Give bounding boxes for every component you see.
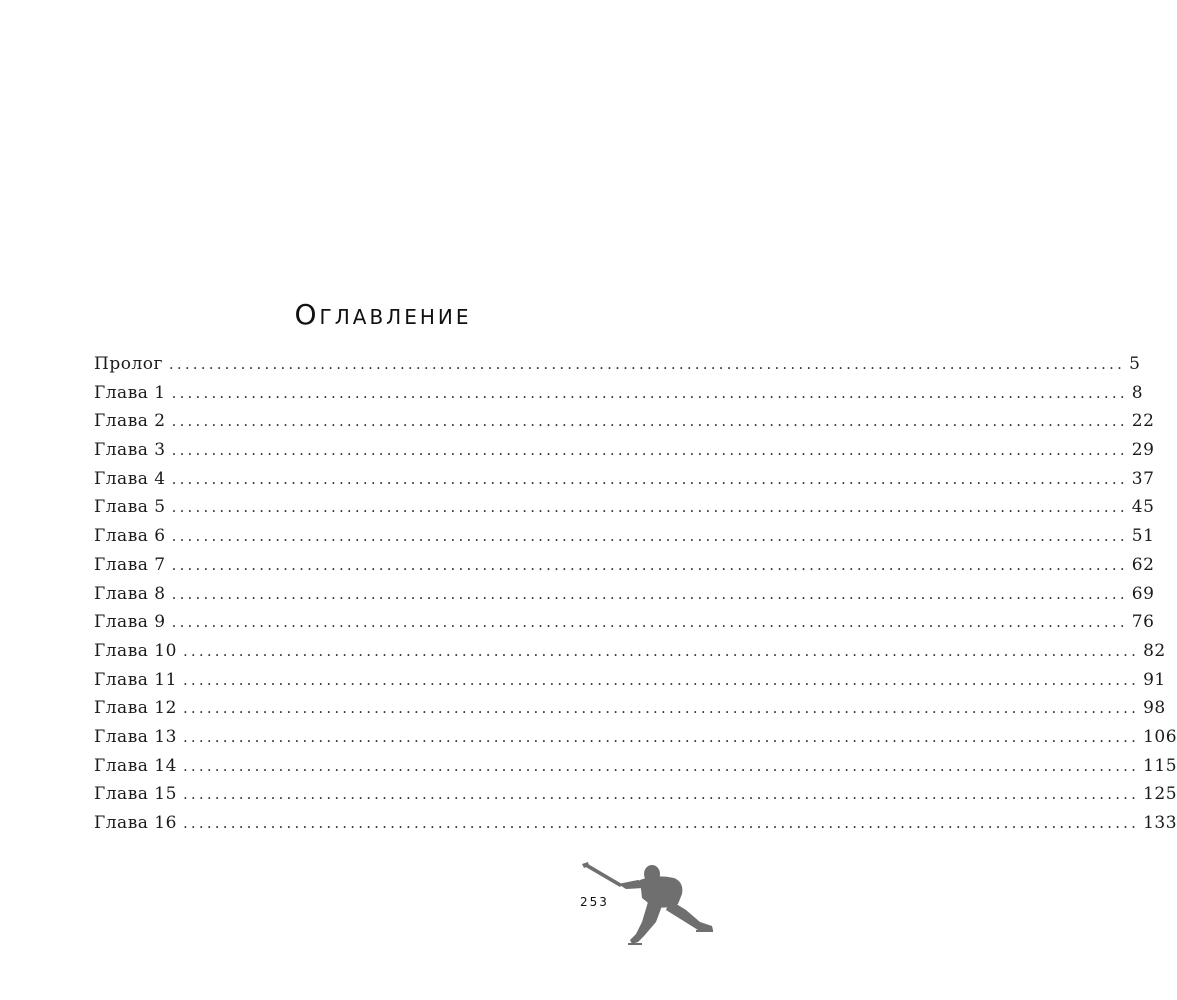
toc-leader-dots: ........................................................................................................................	[182, 641, 1140, 660]
toc-entry	[94, 522, 1155, 551]
toc-entry-page: 5	[1129, 354, 1141, 374]
toc-list	[94, 350, 1177, 838]
toc-entry-page: 45	[1131, 497, 1155, 518]
toc-entry	[94, 493, 1155, 522]
toc-entry-label: Глава 5	[94, 497, 166, 518]
toc-entry	[94, 407, 1155, 436]
toc-entry-page: 91	[1143, 669, 1166, 690]
toc-leader-dots: ........................................................................................................................	[171, 584, 1128, 603]
toc-entry	[94, 465, 1155, 494]
toc-leader-dots: ........................................................................................................................	[171, 527, 1128, 546]
toc-entry-page: 29	[1131, 440, 1155, 461]
toc-entry-page: 22	[1131, 411, 1155, 432]
toc-leader-dots: ........................................................................................................................	[171, 469, 1128, 488]
toc-leader-dots: ........................................................................................................................	[171, 441, 1128, 460]
toc-entry-label: Глава 10	[94, 640, 177, 661]
toc-leader-dots: ........................................................................................................................	[182, 670, 1140, 689]
toc-entry-label: Глава 4	[94, 468, 166, 489]
toc-entry	[94, 379, 1144, 408]
toc-entry-label: Глава 13	[94, 726, 177, 747]
toc-entry-label: Глава 11	[94, 669, 177, 690]
toc-leader-dots: ........................................................................................................................	[171, 555, 1128, 574]
toc-entry-page: 8	[1131, 382, 1144, 403]
toc-entry-label: Пролог	[94, 354, 163, 374]
toc-entry	[94, 350, 1141, 379]
toc-entry-page: 37	[1131, 468, 1155, 489]
toc-leader-dots: ........................................................................................................................	[171, 613, 1128, 632]
hockey-player-silhouette-icon	[582, 860, 714, 946]
toc-entry	[94, 752, 1177, 781]
toc-entry-page: 51	[1131, 526, 1155, 547]
toc-entry	[94, 436, 1155, 465]
toc-entry-label: Глава 12	[94, 698, 177, 719]
toc-entry	[94, 666, 1166, 695]
toc-entry-label: Глава 9	[94, 612, 166, 633]
toc-entry	[94, 608, 1155, 637]
toc-leader-dots: ........................................................................................................................	[182, 814, 1140, 832]
toc-leader-dots: ........................................................................................................................	[171, 498, 1128, 517]
toc-entry-page: 115	[1143, 755, 1177, 776]
toc-entry-page: 82	[1143, 640, 1166, 661]
toc-entry-page: 125	[1143, 784, 1177, 805]
toc-entry	[94, 694, 1166, 723]
toc-entry-label: Глава 16	[94, 813, 177, 833]
toc-entry	[94, 637, 1166, 666]
toc-entry-label: Глава 2	[94, 411, 166, 432]
toc-entry-page: 133	[1143, 813, 1177, 833]
toc-entry	[94, 780, 1177, 809]
toc-entry	[94, 551, 1155, 580]
toc-entry-label: Глава 3	[94, 440, 166, 461]
toc-title: Оглавление	[294, 298, 472, 331]
toc-entry-page: 69	[1131, 583, 1155, 604]
toc-leader-dots: ........................................................................................................................	[182, 756, 1140, 775]
page-number: 253	[580, 895, 609, 909]
toc-leader-dots: ........................................................................................................................	[182, 785, 1140, 804]
toc-entry-label: Глава 8	[94, 583, 166, 604]
toc-entry	[94, 580, 1155, 609]
toc-leader-dots: ........................................................................................................................	[171, 412, 1128, 431]
toc-entry-label: Глава 15	[94, 784, 177, 805]
toc-entry-page: 98	[1143, 698, 1166, 719]
toc-leader-dots: ........................................................................................................................	[182, 699, 1140, 718]
toc-entry-label: Глава 7	[94, 554, 166, 575]
toc-entry-label: Глава 1	[94, 382, 166, 403]
toc-entry-label: Глава 14	[94, 755, 177, 776]
toc-entry	[94, 723, 1177, 752]
toc-leader-dots: ........................................................................................................................	[168, 355, 1126, 373]
toc-entry-page: 106	[1143, 726, 1177, 747]
toc-leader-dots: ........................................................................................................................	[182, 727, 1140, 746]
toc-entry-label: Глава 6	[94, 526, 166, 547]
toc-entry-page: 76	[1131, 612, 1155, 633]
toc-leader-dots: ........................................................................................................................	[171, 383, 1128, 402]
toc-entry	[94, 809, 1177, 838]
toc-entry-page: 62	[1131, 554, 1155, 575]
